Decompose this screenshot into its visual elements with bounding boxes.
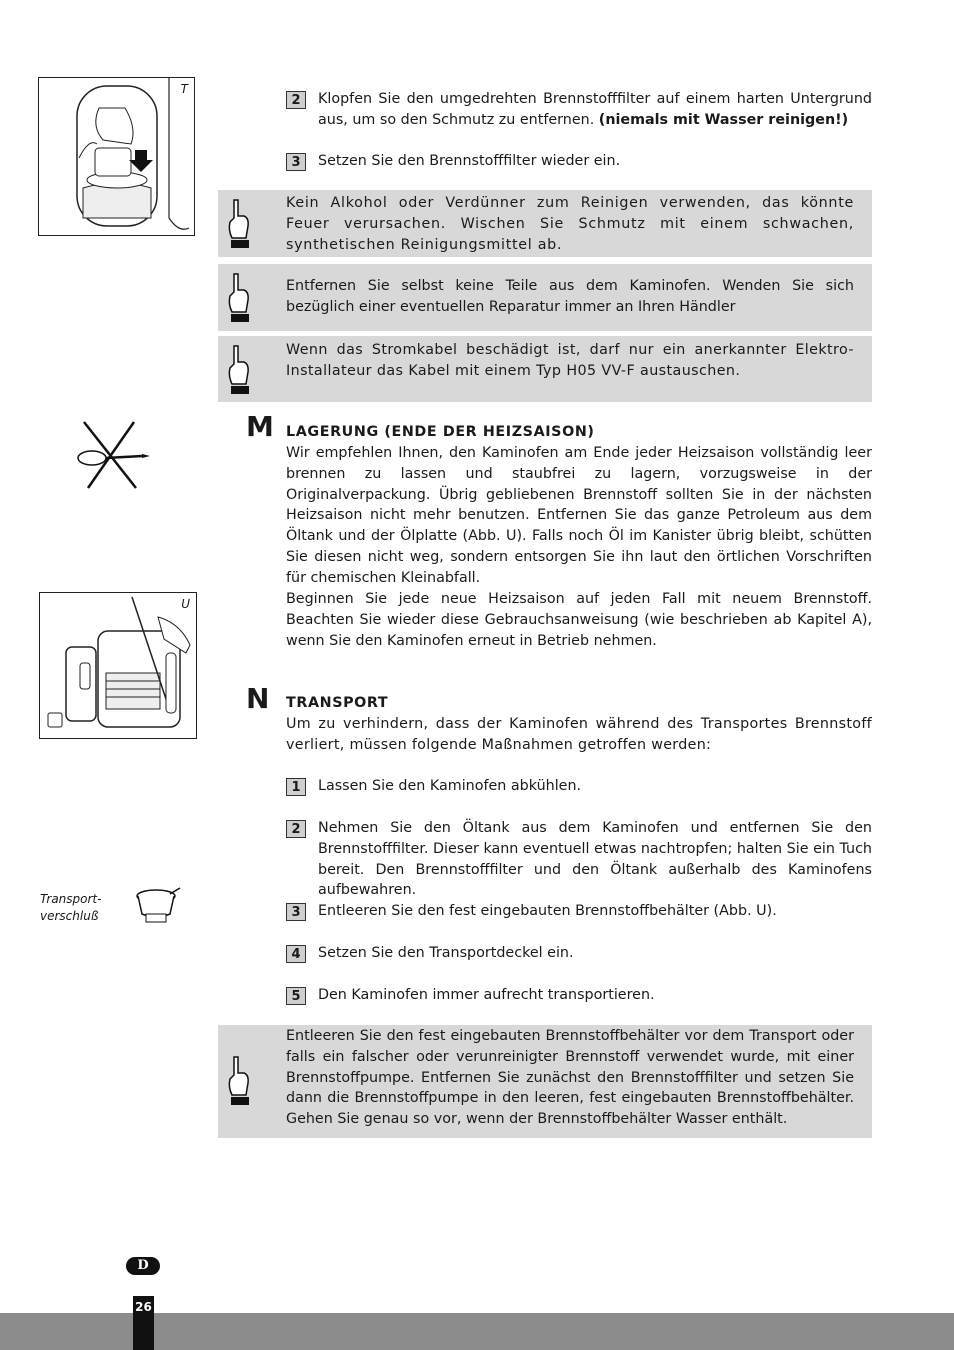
note-text: Kein Alkohol oder Verdünner zum Reinigen verwenden, das könnte Feuer verursachen. Wischen Sie Schmutz mit einem schwachen, synthetischen Reinigungsmittel ab. bbox=[286, 195, 854, 253]
section-title-m: LAGERUNG (ENDE DER HEIZSAISON) bbox=[286, 424, 595, 440]
step-number: 1 bbox=[286, 778, 306, 796]
transport-cap-icon bbox=[134, 886, 184, 926]
heater-draining-illustration bbox=[40, 593, 196, 738]
step-text: Setzen Sie den Brennstofffilter wieder ein. bbox=[318, 153, 621, 169]
section-letter-n: N bbox=[246, 682, 270, 715]
step-number: 5 bbox=[286, 987, 306, 1005]
pointing-hand-icon bbox=[224, 272, 252, 324]
section-m-paragraph-1: Wir empfehlen Ihnen, den Kaminofen am Ende jeder Heizsaison vollständig leer brennen zu lassen und staubfrei zu lagern, vorzugsweise in der Originalverpackung. Übrig gebliebenen Brennstoff sollten Sie in der nächsten Heizsaison nicht mehr benutzen. Entfernen Sie das ganze Petroleum aus dem Öltank und der Ölplatte (Abb. U). Falls noch Öl im Kanister übrig bleibt, schütten Sie diesen nicht weg, sondern entsorgen Sie ihn laut den örtlichen Vorschriften für chemischen Kleinabfall. bbox=[286, 445, 872, 586]
note-box bbox=[218, 1025, 872, 1138]
page-number-tab bbox=[133, 1296, 154, 1350]
step-warning: (niemals mit Wasser reinigen!) bbox=[598, 111, 849, 128]
pointing-hand-icon bbox=[224, 1055, 252, 1107]
step-text: Setzen Sie den Transportdeckel ein. bbox=[318, 945, 574, 961]
step-number: 4 bbox=[286, 945, 306, 963]
step-text: Den Kaminofen immer aufrecht transportieren. bbox=[318, 987, 655, 1003]
figure-t-label: T bbox=[180, 82, 188, 96]
no-screwdriver-icon bbox=[74, 418, 154, 492]
section-n-intro: Um zu verhindern, dass der Kaminofen während des Transportes Brennstoff verliert, müssen folgende Maßnahmen getroffen werden: bbox=[286, 716, 872, 753]
figure-u bbox=[39, 592, 197, 739]
note-box bbox=[218, 336, 872, 402]
step-text: Lassen Sie den Kaminofen abkühlen. bbox=[318, 778, 582, 794]
section-title-n: TRANSPORT bbox=[286, 695, 389, 711]
figure-t bbox=[38, 77, 195, 236]
language-badge bbox=[126, 1257, 160, 1275]
note-text: Entleeren Sie den fest eingebauten Brennstoffbehälter vor dem Transport oder falls ein falscher oder verunreinigter Brennstoff verwendet wurde, mit einer Brennstoffpumpe. Entfernen Sie zunächst den Brennstofffilter und setzen Sie dann die Brennstoffpumpe in den leeren, fest eingebauten Brennstoffbehälter. Gehen Sie genau so vor, wenn der Brennstoffbehälter Wasser enthält. bbox=[286, 1028, 854, 1128]
transport-cap-label-line-2: verschluß bbox=[40, 909, 99, 923]
step-text: Nehmen Sie den Öltank aus dem Kaminofen und entfernen Sie den Brennstofffilter. Dieser kann eventuell etwas nachtropfen; halten Sie ein Tuch bereit. Den Brennstofffilter und den Öltank außerhalb des Kaminofens aufbewahren. bbox=[318, 820, 872, 899]
language-code: D bbox=[137, 1258, 149, 1273]
step-number: 3 bbox=[286, 903, 306, 921]
page-number: 26 bbox=[135, 1300, 152, 1314]
pointing-hand-icon bbox=[224, 198, 252, 250]
pointing-hand-icon bbox=[224, 344, 252, 396]
step-number: 2 bbox=[286, 820, 306, 838]
note-text: Entfernen Sie selbst keine Teile aus dem Kaminofen. Wenden Sie sich bezüglich einer eventuellen Reparatur immer an Ihren Händler bbox=[286, 278, 854, 315]
filter-tapping-illustration bbox=[39, 78, 194, 235]
section-letter-m: M bbox=[246, 410, 274, 443]
step-number: 2 bbox=[286, 91, 306, 109]
section-m-paragraph-2: Beginnen Sie jede neue Heizsaison auf jeden Fall mit neuem Brennstoff. Beachten Sie wieder diese Gebrauchsanweisung (wie beschrieben ab Kapitel A), wenn Sie den Kaminofen erneut in Betrieb nehmen. bbox=[286, 591, 872, 649]
note-box bbox=[218, 264, 872, 331]
transport-cap-label-line-1: Transport- bbox=[40, 892, 102, 906]
note-box bbox=[218, 190, 872, 257]
figure-u-label: U bbox=[181, 597, 190, 611]
step-text: Entleeren Sie den fest eingebauten Brennstoffbehälter (Abb. U). bbox=[318, 903, 777, 919]
transport-cap-label bbox=[40, 891, 101, 925]
step-number: 3 bbox=[286, 153, 306, 171]
note-text: Wenn das Stromkabel beschädigt ist, darf nur ein anerkannter Elektro-Installateur das Kabel mit einem Typ H05 VV-F austauschen. bbox=[286, 342, 854, 379]
step-text: Klopfen Sie den umgedrehten Brennstofffilter auf einem harten Untergrund aus, um so den Schmutz zu entfernen. (niemals mit Wasser reinigen!) bbox=[318, 91, 872, 128]
